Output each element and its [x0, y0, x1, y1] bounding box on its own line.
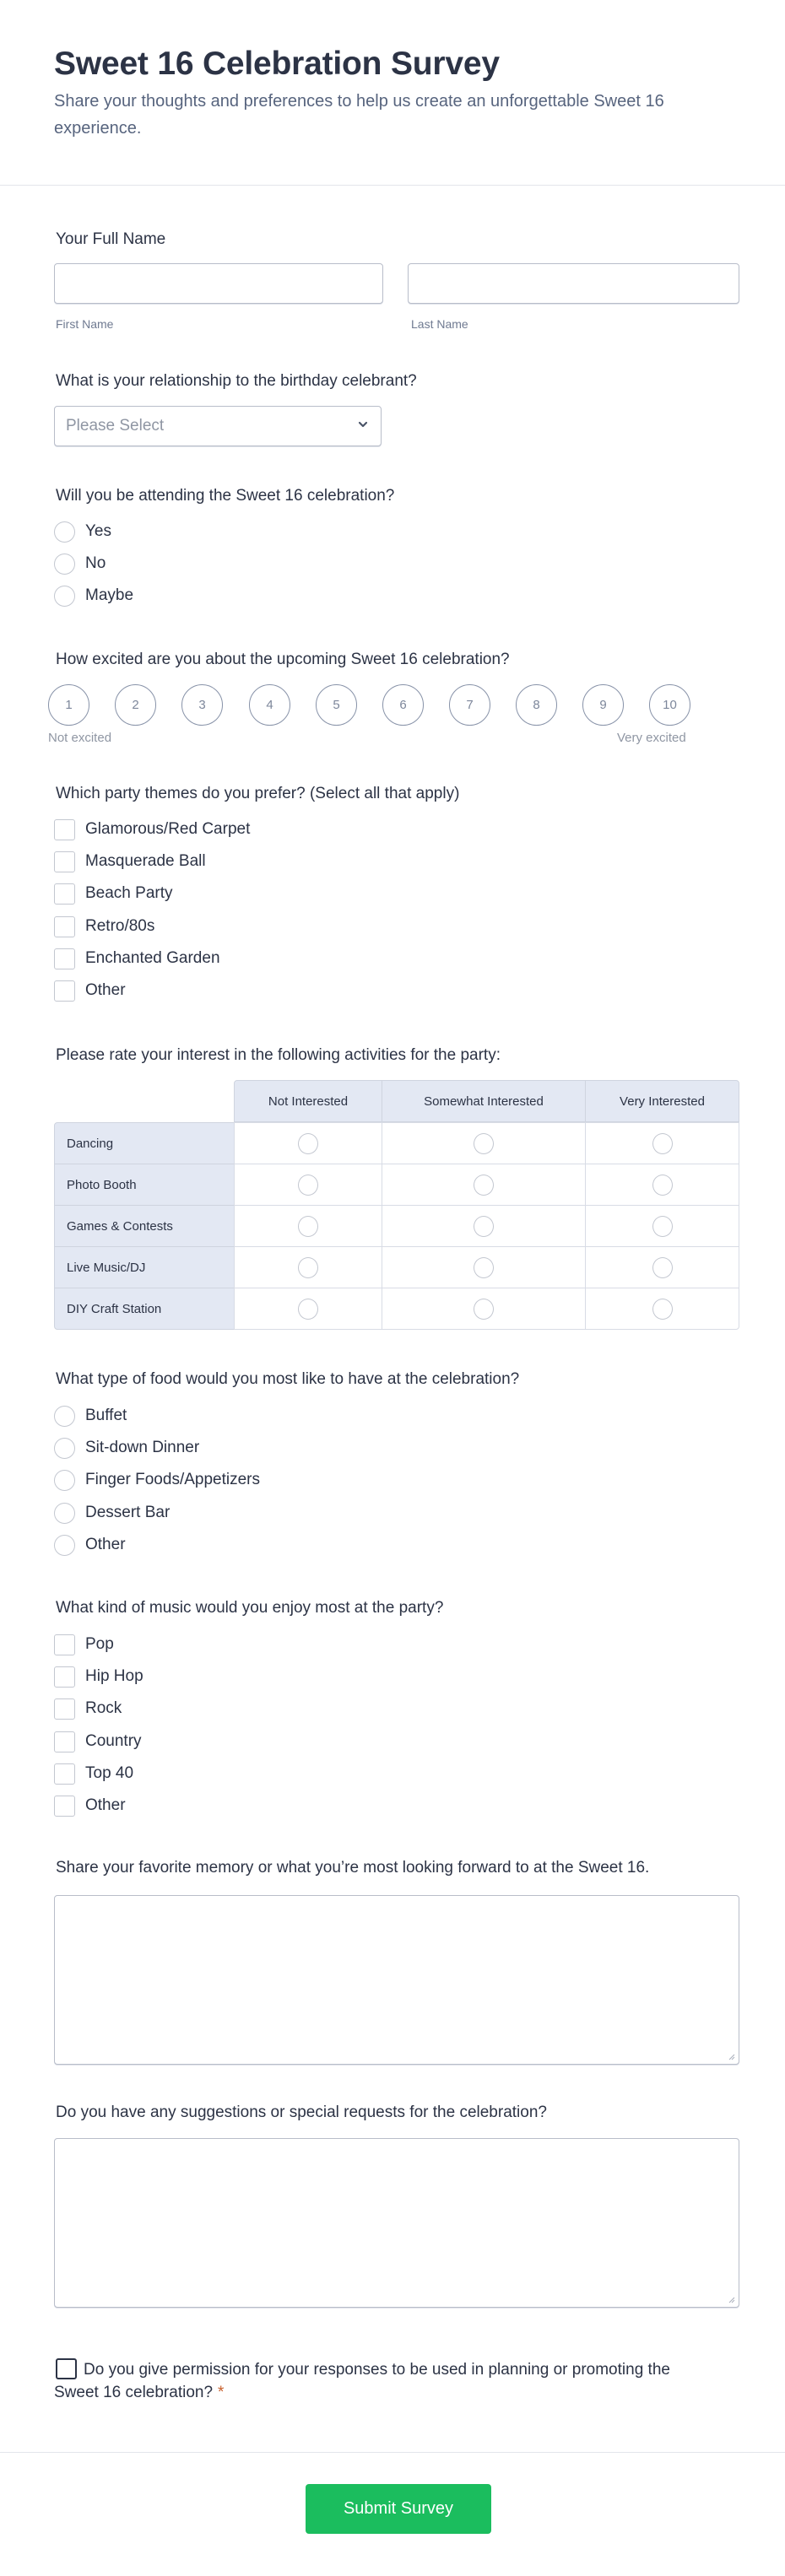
option-label: Rock	[85, 1699, 122, 1717]
matrix-cell[interactable]	[585, 1205, 739, 1247]
food-label: What type of food would you most like to have at the celebration?	[56, 1370, 520, 1388]
music-option-pop[interactable]	[54, 1634, 114, 1655]
option-label: Other	[85, 981, 126, 999]
radio-button[interactable]	[54, 1535, 75, 1556]
music-option-hiphop[interactable]	[54, 1666, 143, 1688]
memory-label: Share your favorite memory or what you’re most looking forward to at the Sweet 16.	[56, 1859, 650, 1877]
radio-button[interactable]	[652, 1257, 673, 1278]
matrix-col-header: Very Interested	[585, 1080, 739, 1122]
checkbox[interactable]	[54, 851, 75, 872]
radio-button[interactable]	[474, 1175, 494, 1196]
radio-button[interactable]	[54, 554, 75, 575]
radio-button[interactable]	[298, 1216, 318, 1237]
relationship-placeholder: Please Select	[66, 417, 165, 435]
relationship-select[interactable]	[54, 406, 382, 446]
music-option-other[interactable]	[54, 1795, 126, 1817]
matrix-col-header: Somewhat Interested	[382, 1080, 586, 1122]
required-asterisk: *	[218, 2384, 225, 2401]
option-label: Yes	[85, 522, 111, 540]
radio-button[interactable]	[54, 1406, 75, 1427]
scale-option-10[interactable]: 10	[649, 684, 690, 726]
radio-button[interactable]	[298, 1299, 318, 1320]
checkbox[interactable]	[54, 1763, 75, 1785]
radio-button[interactable]	[652, 1133, 673, 1154]
last-name-sublabel: Last Name	[411, 317, 468, 331]
activities-label: Please rate your interest in the following activities for the party:	[56, 1046, 501, 1064]
radio-button[interactable]	[54, 1470, 75, 1491]
attending-option-maybe[interactable]	[54, 585, 133, 607]
food-option-sitdown[interactable]	[54, 1437, 199, 1459]
excitement-label: How excited are you about the upcoming Sweet 16 celebration?	[56, 651, 510, 668]
radio-button[interactable]	[474, 1133, 494, 1154]
matrix-cell[interactable]	[382, 1205, 586, 1247]
matrix-row-label: Photo Booth	[54, 1164, 235, 1206]
radio-button[interactable]	[54, 586, 75, 607]
option-label: Sit-down Dinner	[85, 1439, 200, 1456]
matrix-cell[interactable]	[382, 1122, 586, 1164]
option-label: No	[85, 554, 106, 572]
attending-label: Will you be attending the Sweet 16 celebration?	[56, 487, 395, 505]
scale-option-9[interactable]: 9	[582, 684, 624, 726]
checkbox[interactable]	[54, 1698, 75, 1720]
music-label: What kind of music would you enjoy most at the party?	[56, 1599, 444, 1617]
resize-grip-icon[interactable]	[727, 2295, 735, 2303]
theme-option-glamorous[interactable]	[54, 818, 250, 840]
submit-button[interactable]: Submit Survey	[306, 2484, 491, 2534]
theme-option-retro[interactable]	[54, 915, 154, 937]
matrix-cell[interactable]	[382, 1246, 586, 1288]
food-option-other[interactable]	[54, 1534, 126, 1556]
checkbox[interactable]	[54, 1666, 75, 1688]
option-label: Beach Party	[85, 884, 173, 902]
food-option-dessert-bar[interactable]	[54, 1502, 170, 1524]
food-option-buffet[interactable]	[54, 1405, 127, 1427]
consent-checkbox[interactable]	[56, 2358, 77, 2379]
matrix-cell[interactable]	[234, 1205, 382, 1247]
option-label: Other	[85, 1796, 126, 1814]
radio-button[interactable]	[474, 1257, 494, 1278]
form-title: Sweet 16 Celebration Survey	[54, 46, 500, 82]
matrix-col-header: Not Interested	[234, 1080, 382, 1122]
matrix-row-label: Games & Contests	[54, 1205, 235, 1247]
first-name-sublabel: First Name	[56, 317, 114, 331]
radio-button[interactable]	[298, 1175, 318, 1196]
form-subtitle: Share your thoughts and preferences to help us create an unforgettable Sweet 16 experience.	[54, 92, 664, 138]
attending-option-no[interactable]	[54, 553, 106, 575]
radio-button[interactable]	[652, 1175, 673, 1196]
form-header	[0, 0, 785, 186]
option-label: Hip Hop	[85, 1667, 143, 1685]
checkbox[interactable]	[54, 1634, 75, 1655]
consent-field[interactable]	[54, 2358, 696, 2404]
radio-button[interactable]	[474, 1299, 494, 1320]
matrix-row-label: Live Music/DJ	[54, 1246, 235, 1288]
matrix-cell[interactable]	[234, 1246, 382, 1288]
footer-divider	[0, 2452, 785, 2453]
checkbox[interactable]	[54, 883, 75, 905]
suggestions-label: Do you have any suggestions or special requests for the celebration?	[56, 2103, 547, 2121]
radio-button[interactable]	[474, 1216, 494, 1237]
chevron-down-icon	[357, 419, 369, 430]
music-option-top40[interactable]	[54, 1763, 133, 1785]
consent-label: Do you give permission for your responses to be used in planning or promoting the Sweet 16 celebration?	[54, 2361, 670, 2401]
matrix-cell[interactable]	[585, 1288, 739, 1330]
radio-button[interactable]	[54, 1503, 75, 1524]
scale-option-3[interactable]: 3	[181, 684, 223, 726]
matrix-cell[interactable]	[234, 1288, 382, 1330]
theme-option-other[interactable]	[54, 980, 126, 1002]
resize-grip-icon[interactable]	[727, 2052, 735, 2060]
theme-option-masquerade[interactable]	[54, 851, 206, 872]
checkbox[interactable]	[54, 980, 75, 1002]
matrix-cell[interactable]	[585, 1122, 739, 1164]
food-option-finger-foods[interactable]	[54, 1469, 260, 1491]
checkbox[interactable]	[54, 948, 75, 969]
radio-button[interactable]	[54, 521, 75, 543]
matrix-cell[interactable]	[382, 1288, 586, 1330]
suggestions-textarea[interactable]	[54, 2138, 739, 2308]
option-label: Country	[85, 1732, 142, 1750]
scale-option-8[interactable]: 8	[516, 684, 557, 726]
option-label: Other	[85, 1536, 126, 1553]
matrix-cell[interactable]	[234, 1164, 382, 1206]
option-label: Enchanted Garden	[85, 949, 220, 967]
option-label: Buffet	[85, 1407, 127, 1424]
scale-option-4[interactable]: 4	[249, 684, 290, 726]
scale-option-7[interactable]: 7	[449, 684, 490, 726]
checkbox[interactable]	[54, 916, 75, 937]
checkbox[interactable]	[54, 1796, 75, 1817]
last-name-input[interactable]	[408, 263, 739, 304]
music-option-country[interactable]	[54, 1731, 142, 1752]
checkbox[interactable]	[54, 1731, 75, 1752]
option-label: Maybe	[85, 586, 134, 604]
option-label: Masquerade Ball	[85, 852, 206, 870]
full-name-label: Your Full Name	[56, 230, 166, 248]
scale-option-6[interactable]: 6	[382, 684, 424, 726]
theme-option-beach[interactable]	[54, 883, 173, 905]
matrix-row-label: Dancing	[54, 1122, 235, 1164]
themes-label: Which party themes do you prefer? (Select all that apply)	[56, 785, 460, 802]
option-label: Dessert Bar	[85, 1504, 171, 1521]
radio-button[interactable]	[652, 1299, 673, 1320]
radio-button[interactable]	[298, 1133, 318, 1154]
option-label: Top 40	[85, 1764, 134, 1782]
option-label: Retro/80s	[85, 917, 155, 935]
scale-min-label: Not excited	[48, 731, 112, 745]
option-label: Pop	[85, 1635, 114, 1653]
option-label: Finger Foods/Appetizers	[85, 1471, 260, 1488]
option-label: Glamorous/Red Carpet	[85, 820, 251, 838]
matrix-row-label: DIY Craft Station	[54, 1288, 235, 1330]
matrix-cell[interactable]	[585, 1164, 739, 1206]
checkbox[interactable]	[54, 819, 75, 840]
scale-max-label: Very excited	[617, 731, 686, 745]
matrix-cell[interactable]	[585, 1246, 739, 1288]
matrix-cell[interactable]	[382, 1164, 586, 1206]
radio-button[interactable]	[54, 1438, 75, 1459]
relationship-label: What is your relationship to the birthday celebrant?	[56, 372, 417, 390]
scale-option-2[interactable]: 2	[115, 684, 156, 726]
first-name-input[interactable]	[54, 263, 383, 304]
scale-option-1[interactable]: 1	[48, 684, 89, 726]
radio-button[interactable]	[298, 1257, 318, 1278]
music-option-rock[interactable]	[54, 1698, 122, 1720]
theme-option-enchanted[interactable]	[54, 948, 220, 969]
memory-textarea[interactable]	[54, 1895, 739, 2065]
matrix-cell[interactable]	[234, 1122, 382, 1164]
scale-option-5[interactable]: 5	[316, 684, 357, 726]
attending-option-yes[interactable]	[54, 521, 111, 543]
radio-button[interactable]	[652, 1216, 673, 1237]
